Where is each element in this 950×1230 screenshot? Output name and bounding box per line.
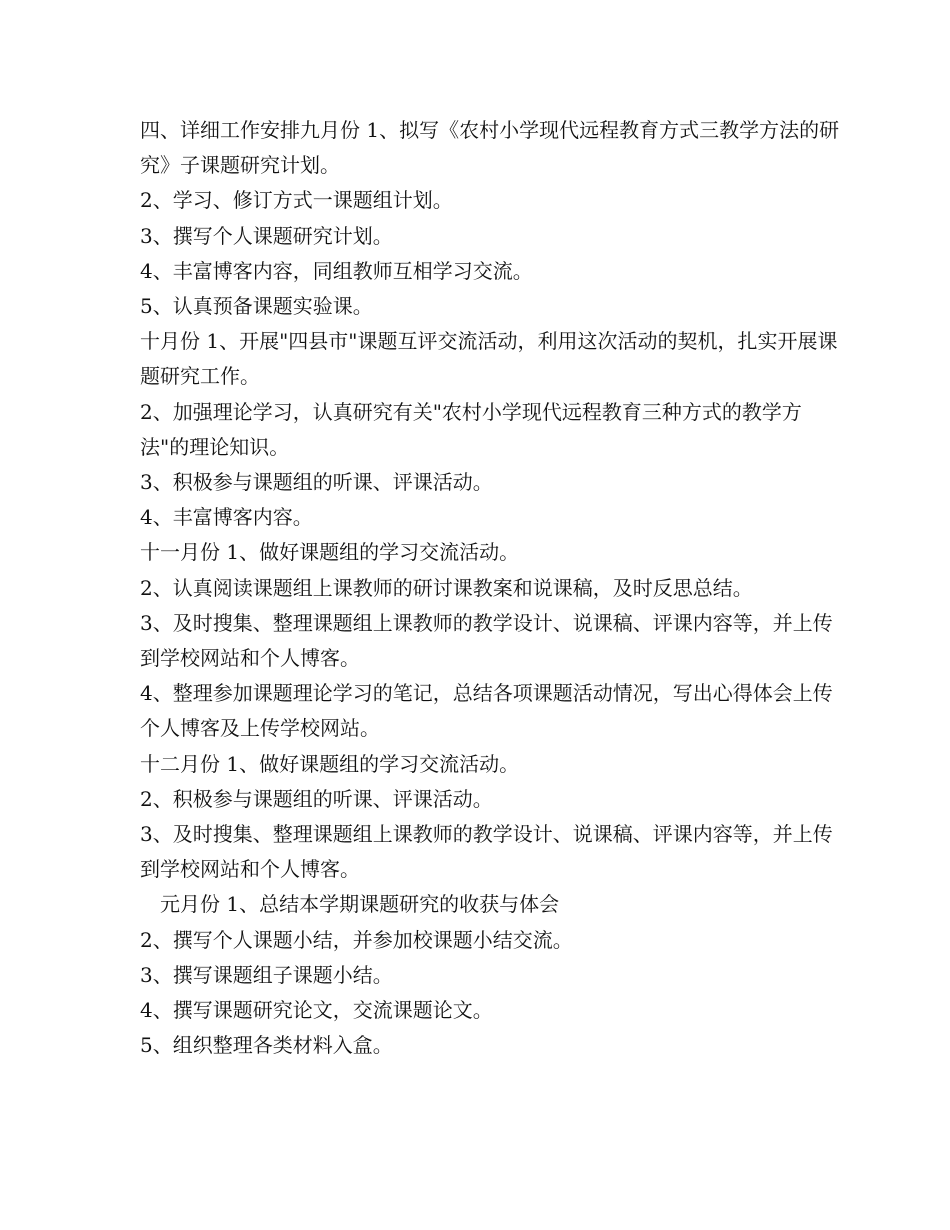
paragraph-3: 3、撰写个人课题研究计划。 [140, 223, 393, 248]
paragraph-13: 4、整理参加课题理论学习的笔记，总结各项课题活动情况，写出心得体会上传个人博客及上传学校网站。 [140, 681, 833, 741]
paragraph-10: 十一月份 1、做好课题组的学习交流活动。 [140, 540, 520, 565]
paragraph-2: 2、学习、修订方式一课题组计划。 [140, 188, 453, 213]
paragraph-16: 3、及时搜集、整理课题组上课教师的教学设计、说课稿、评课内容等，并上传到学校网站和个人博客。 [140, 822, 833, 882]
paragraph-18: 2、撰写个人课题小结，并参加校课题小结交流。 [140, 927, 573, 952]
document-body [140, 113, 840, 1063]
paragraph-11: 2、认真阅读课题组上课教师的研讨课教案和说课稿，及时反思总结。 [140, 575, 753, 600]
paragraph-1: 四、详细工作安排九月份 1、拟写《农村小学现代远程教育方式三教学方法的研究》子课题研究计划。 [140, 118, 840, 178]
paragraph-6: 十月份 1、开展"四县市"课题互评交流活动，利用这次活动的契机，扎实开展课题研究工作。 [140, 329, 838, 389]
paragraph-9: 4、丰富博客内容。 [140, 505, 313, 530]
paragraph-7: 2、加强理论学习，认真研究有关"农村小学现代远程教育三种方式的教学方法"的理论知识。 [140, 399, 802, 459]
paragraph-12: 3、及时搜集、整理课题组上课教师的教学设计、说课稿、评课内容等，并上传到学校网站和个人博客。 [140, 610, 833, 671]
paragraph-15: 2、积极参与课题组的听课、评课活动。 [140, 786, 493, 811]
paragraph-5: 5、认真预备课题实验课。 [140, 294, 373, 319]
paragraph-14: 十二月份 1、做好课题组的学习交流活动。 [140, 751, 520, 776]
paragraph-20: 4、撰写课题研究论文，交流课题论文。 [140, 998, 493, 1023]
paragraph-19: 3、撰写课题组子课题小结。 [140, 962, 393, 987]
paragraph-8: 3、积极参与课题组的听课、评课活动。 [140, 470, 493, 495]
paragraph-17: 元月份 1、总结本学期课题研究的收获与体会 [160, 892, 560, 917]
paragraph-4: 4、丰富博客内容，同组教师互相学习交流。 [140, 258, 533, 283]
paragraph-21: 5、组织整理各类材料入盒。 [140, 1033, 393, 1058]
